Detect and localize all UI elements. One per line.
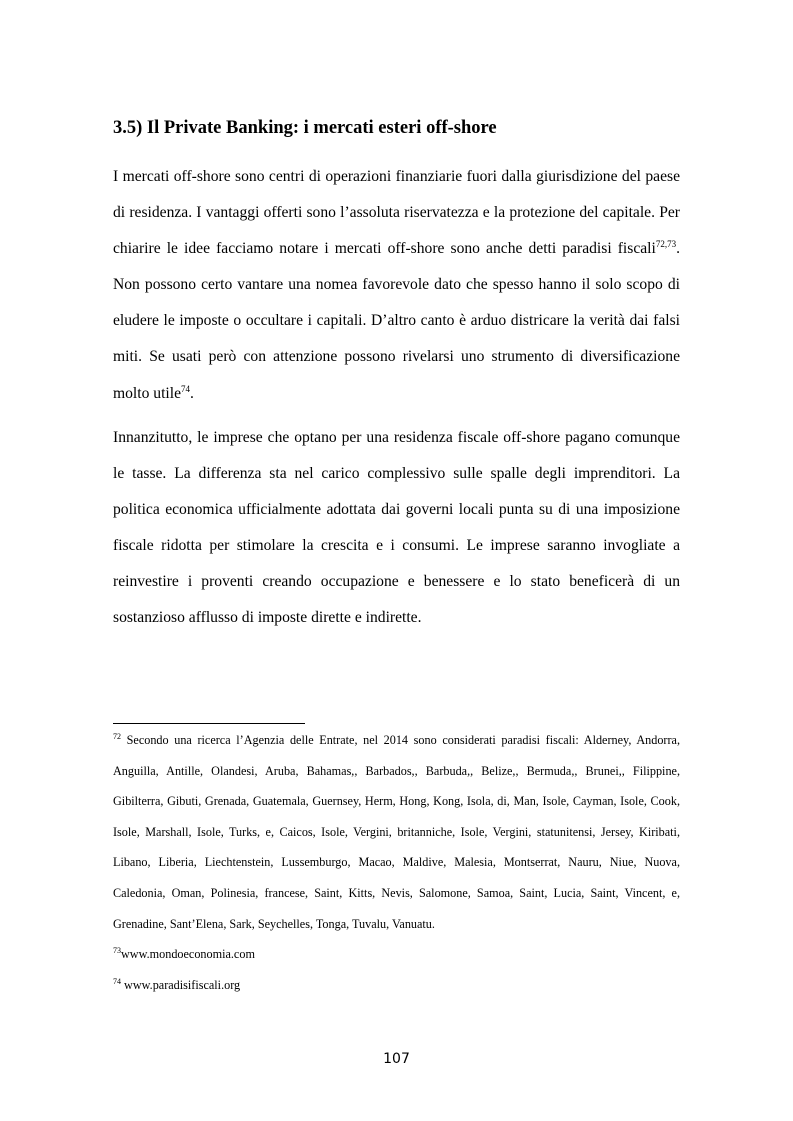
paragraph-text: I mercati off-shore sono centri di operazioni finanziarie fuori dalla giurisdizione del paese di residenza. I vantaggi offerti sono l’assoluta riservatezza e la protezione del capitale. Per chiarire le idee facciamo notare i mercati off-shore sono anche detti paradisi fiscali <box>113 168 680 258</box>
paragraph-text: . <box>190 384 194 402</box>
footnote-reference[interactable]: 74 <box>181 383 191 394</box>
section-heading: 3.5) Il Private Banking: i mercati esteri off-shore <box>113 118 497 138</box>
footnote-74 <box>113 970 680 1001</box>
footnote-reference[interactable]: 72,73 <box>655 239 677 250</box>
footnotes-section <box>113 725 680 1000</box>
footnote-link[interactable]: www.mondoeconomia.com <box>121 947 255 962</box>
footnote-number: 72 <box>113 732 121 741</box>
paragraph-offshore-intro <box>113 159 680 412</box>
footnote-link[interactable]: www.paradisifiscali.org <box>121 977 241 992</box>
paragraph-text: . Non possono certo vantare una nomea favorevole dato che spesso hanno il solo scopo di eludere le imposte o occultare i capitali. D’altro canto è arduo districare la verità dai falsi miti. Se usati però con attenzione possono rivelarsi uno strumento di diversificazione molto utile <box>113 240 680 402</box>
footnote-73 <box>113 939 680 970</box>
page-number: 107 <box>383 1051 410 1067</box>
paragraph-taxation: Innanzitutto, le imprese che optano per una residenza fiscale off-shore pagano comunque le tasse. La differenza sta nel carico complessivo sulle spalle degli imprenditori. La politica economica ufficialmente adottata dai governi locali punta su di una imposizione fiscale ridotta per stimolare la crescita e i consumi. Le imprese saranno invogliate a reinvestire i proventi creando occupazione e benessere e lo stato beneficerà di un sostanzioso afflusso di imposte dirette e indirette. <box>113 429 680 627</box>
footnote-number: 74 <box>113 976 121 986</box>
footnote-72 <box>113 725 680 939</box>
footnote-separator <box>113 723 305 724</box>
footnote-text: Secondo una ricerca l’Agenzia delle Entrate, nel 2014 sono considerati paradisi fiscali: Alderney, Andorra, Anguilla, Antille, Olandesi, Aruba, Bahamas,, Barbados,, Barbuda,, Belize,, Bermuda,, Brunei,, Filippine, Gibilterra, Gibuti, Grenada, Guatemala, Guernsey, Herm, Hong, Kong, Isola, di, Man, Isole, Cayman, Isole, Cook, Isole, Marshall, Isole, Turks, e, Caicos, Isole, Vergini, britanniche, Isole, Vergini, statunitensi, Jersey, Kiribati, Libano, Liberia, Liechtenstein, Lussemburgo, Macao, Maldive, Malesia, Montserrat, Nauru, Niue, Nuova, Caledonia, Oman, Polinesia, francese, Saint, Kitts, Nevis, Salomone, Samoa, Saint, Lucia, Saint, Vincent, e, Grenadine, Sant’Elena, Sark, Seychelles, Tonga, Tuvalu, Vanuatu. <box>113 733 680 931</box>
footnote-number: 73 <box>113 946 121 956</box>
